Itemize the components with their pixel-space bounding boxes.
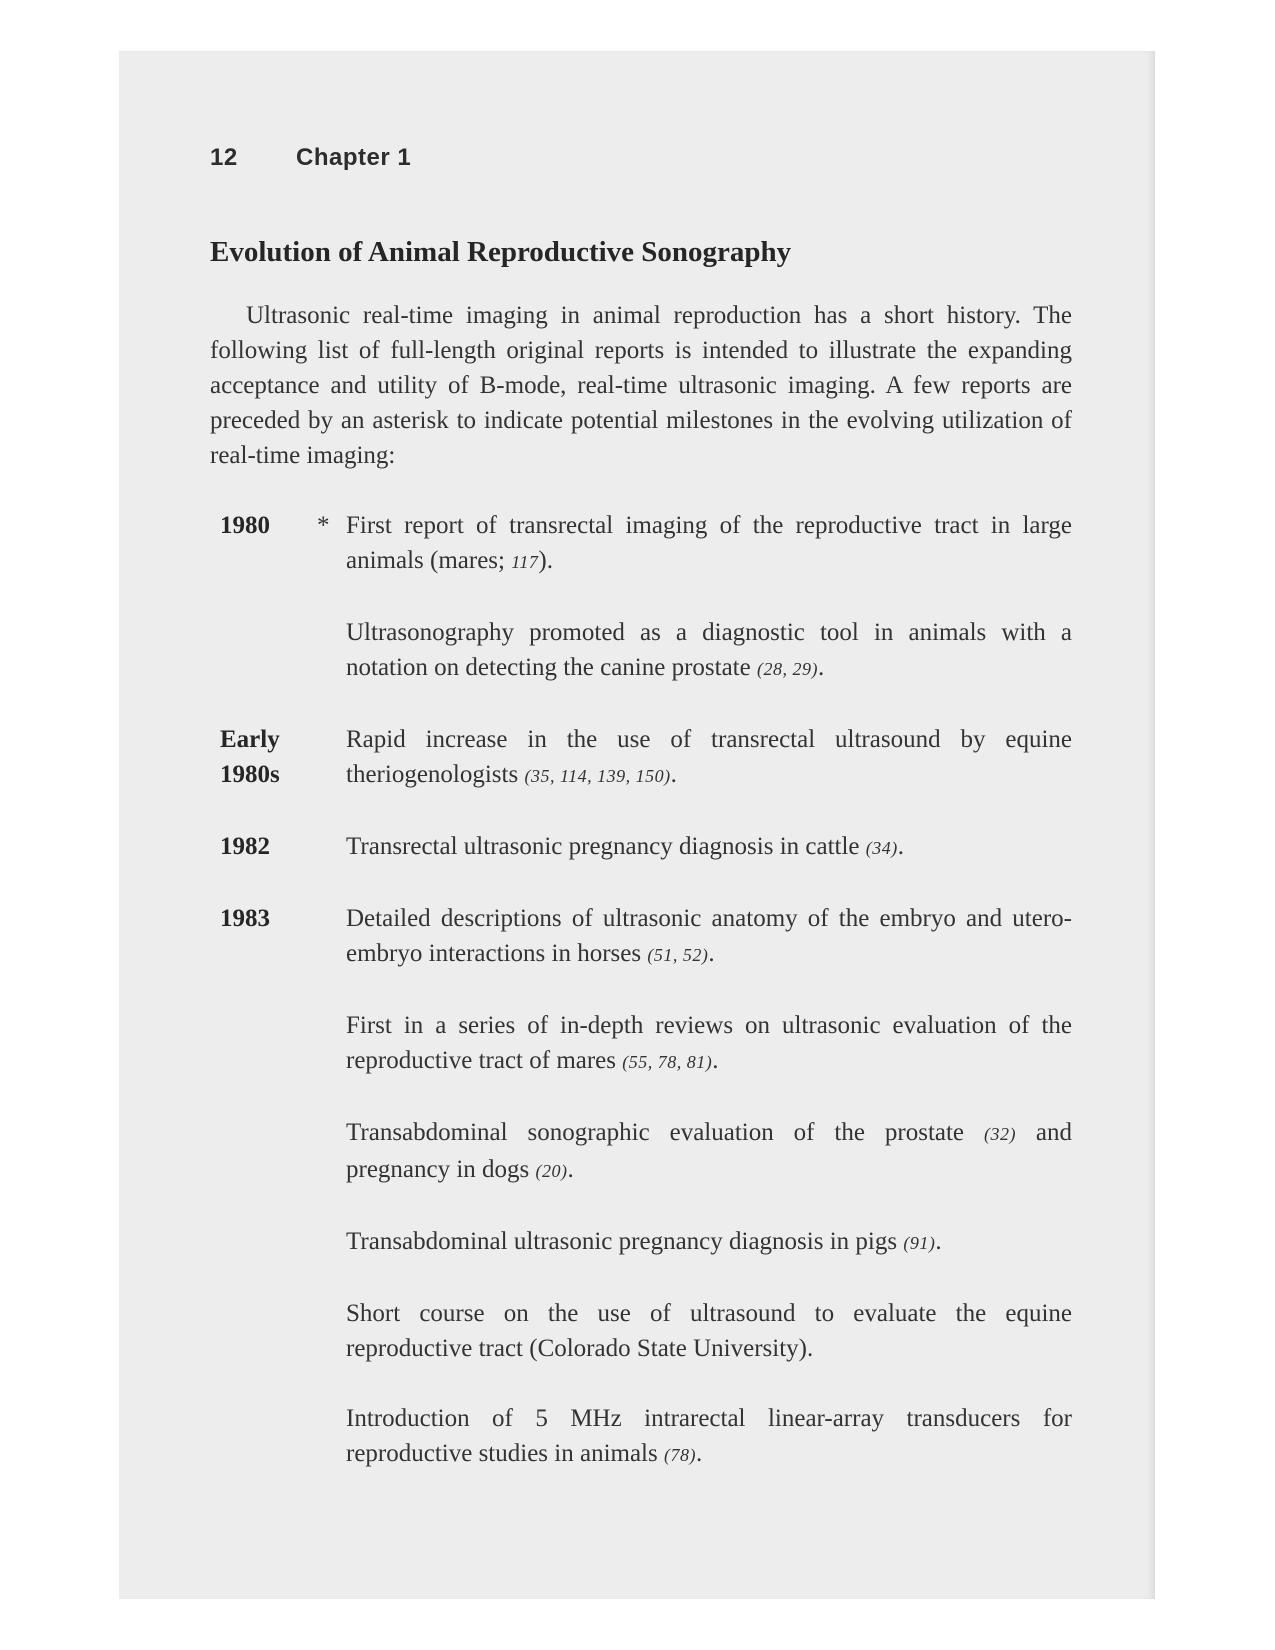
entry-text bbox=[346, 829, 1072, 866]
entry-suffix: . bbox=[897, 833, 905, 860]
entry-citation: (55, 78, 81) bbox=[622, 1052, 713, 1072]
entry-text bbox=[346, 901, 1072, 973]
entry-citation-second: (20) bbox=[535, 1161, 568, 1181]
entry-body: Introduction of 5 MHz intrarectal linear-array transducers for reproductive studies in animals bbox=[346, 1405, 1072, 1467]
entry-body: Detailed descriptions of ultrasonic anatomy of the embryo and utero-embryo interactions in horses bbox=[346, 905, 1072, 967]
entry-body: First in a series of in-depth reviews on ultrasonic evaluation of the reproductive tract of mares bbox=[346, 1012, 1072, 1074]
entry-text bbox=[346, 1401, 1072, 1473]
entry-citation: (91) bbox=[903, 1233, 936, 1253]
timeline-entry bbox=[210, 722, 1072, 794]
timeline-entry bbox=[210, 1401, 1072, 1473]
timeline-entry bbox=[210, 901, 1072, 973]
entry-year: 1980 bbox=[220, 512, 270, 539]
entry-text bbox=[346, 1008, 1072, 1080]
entry-text bbox=[346, 508, 1072, 580]
entry-text bbox=[346, 1224, 1072, 1261]
entry-citation: (78) bbox=[663, 1445, 696, 1465]
entry-citation: (34) bbox=[865, 838, 898, 858]
entry-citation: (28, 29) bbox=[756, 659, 818, 679]
entry-suffix: . bbox=[712, 1047, 719, 1074]
entry-suffix: . bbox=[695, 1440, 703, 1467]
page-number: 12 bbox=[210, 144, 238, 171]
milestone-asterisk: * bbox=[317, 512, 330, 539]
entry-year bbox=[220, 722, 330, 792]
entry-citation: (35, 114, 139, 150) bbox=[524, 766, 671, 786]
entry-year-line2: 1980s bbox=[220, 761, 280, 788]
entry-body: Short course on the use of ultrasound to evaluate the equine reproductive tract (Colorado State University). bbox=[346, 1300, 1072, 1362]
timeline-entry bbox=[210, 1224, 1072, 1261]
entry-suffix: . bbox=[935, 1228, 942, 1255]
timeline-list bbox=[210, 508, 1072, 1508]
entry-suffix: . bbox=[817, 654, 825, 681]
entry-text bbox=[346, 615, 1072, 687]
timeline-entry bbox=[210, 1115, 1072, 1189]
timeline-entry bbox=[210, 829, 1072, 866]
timeline-entry bbox=[210, 508, 1072, 580]
entry-year-line1: Early bbox=[220, 726, 280, 753]
entry-suffix: . bbox=[708, 940, 715, 967]
entry-body: Transabdominal sonographic evaluation of the prostate bbox=[346, 1119, 984, 1146]
timeline-entry bbox=[210, 1296, 1072, 1366]
entry-text bbox=[346, 722, 1072, 794]
entry-text bbox=[346, 1115, 1072, 1189]
entry-body: Ultrasonography promoted as a diagnostic tool in animals with a notation on detecting the canine prostate bbox=[346, 619, 1072, 681]
running-header bbox=[210, 144, 411, 172]
timeline-entry bbox=[210, 615, 1072, 687]
entry-suffix: . bbox=[670, 761, 677, 788]
entry-body: Rapid increase in the use of transrectal ultrasound by equine theriogenologists bbox=[346, 726, 1072, 788]
entry-body: First report of transrectal imaging of the reproductive tract in large animals (mares; bbox=[346, 512, 1072, 574]
entry-citation: (32) bbox=[983, 1124, 1016, 1144]
chapter-label: Chapter 1 bbox=[296, 144, 412, 171]
entry-suffix: . bbox=[567, 1156, 574, 1183]
entry-citation: (51, 52) bbox=[647, 945, 709, 965]
entry-body-continued: and pregnancy in dogs bbox=[346, 1119, 1072, 1183]
entry-year: 1983 bbox=[220, 905, 270, 932]
entry-suffix: ). bbox=[538, 547, 553, 574]
entry-year: 1982 bbox=[220, 833, 270, 860]
entry-citation: 117 bbox=[511, 552, 539, 572]
entry-body: Transabdominal ultrasonic pregnancy diagnosis in pigs bbox=[346, 1228, 904, 1255]
section-title: Evolution of Animal Reproductive Sonography bbox=[210, 236, 792, 268]
entry-text bbox=[346, 1296, 1072, 1366]
intro-paragraph: Ultrasonic real-time imaging in animal reproduction has a short history. The following list of full-length original reports is intended to illustrate the expanding acceptance and utility of B-mode, real-time ultrasonic imaging. A few reports are preceded by an asterisk to indicate potential milestones in the evolving utilization of real-time imaging: bbox=[210, 302, 1072, 469]
entry-body: Transrectal ultrasonic pregnancy diagnosis in cattle bbox=[346, 833, 866, 860]
timeline-entry bbox=[210, 1008, 1072, 1080]
